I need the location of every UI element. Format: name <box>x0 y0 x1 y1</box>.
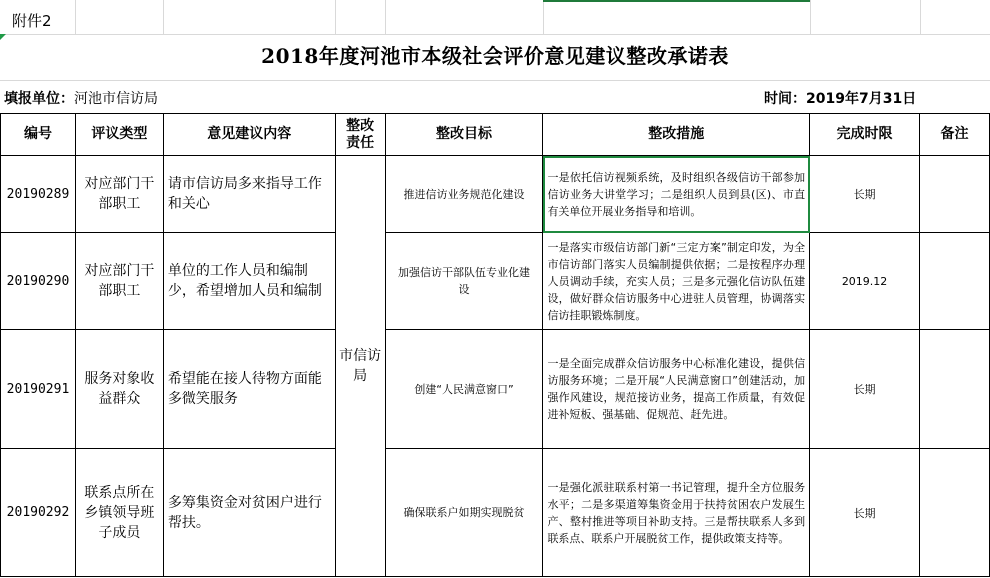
cell-measures[interactable]: 一是全面完成群众信访服务中心标准化建设，提供信访服务环境；二是开展“人民满意窗口”创建活动，加强作风建设，规范接访业务，提高工作质量，有效促进补短板、强基础、促规范、赶先进。 <box>543 330 810 449</box>
cell-type[interactable]: 服务对象收益群众 <box>75 330 163 449</box>
cell-content[interactable]: 单位的工作人员和编制少，希望增加人员和编制 <box>163 233 335 330</box>
cell-type[interactable]: 联系点所在乡镇领导班子成员 <box>75 449 163 577</box>
header-type[interactable]: 评议类型 <box>75 114 163 156</box>
cell-deadline[interactable]: 长期 <box>810 330 920 449</box>
cell-deadline[interactable]: 长期 <box>810 449 920 577</box>
cell-goal[interactable]: 创建“人民满意窗口” <box>385 330 543 449</box>
cell-responsible[interactable]: 市信访 局 <box>335 156 385 577</box>
cell-id[interactable]: 20190289 <box>1 156 76 233</box>
header-id[interactable]: 编号 <box>1 114 76 156</box>
cell-content[interactable]: 多筹集资金对贫困户进行帮扶。 <box>163 449 335 577</box>
header-responsible[interactable]: 整改 责任 <box>335 114 385 156</box>
reporting-unit[interactable] <box>4 88 158 108</box>
appendix-label[interactable]: 附件2 <box>12 12 52 30</box>
table-row <box>1 449 990 577</box>
cell-measures[interactable]: 一是强化派驻联系村第一书记管理，提升全方位服务水平；二是多渠道筹集资金用于扶持贫困农户发展生产、整村推进等项目补助支持。三是帮扶联系人多到联系点、联系户开展脱贫工作，提供政策支持等。 <box>543 449 810 577</box>
table-header-row <box>1 114 990 156</box>
header-goal[interactable]: 整改目标 <box>385 114 543 156</box>
cell-id[interactable]: 20190291 <box>1 330 76 449</box>
report-time-label: 时间： <box>764 91 806 107</box>
report-time-value: 2019年7月31日 <box>806 91 917 107</box>
reporting-unit-label: 填报单位： <box>4 91 74 107</box>
reporting-unit-value: 河池市信访局 <box>74 91 158 107</box>
cell-deadline[interactable]: 长期 <box>810 156 920 233</box>
header-deadline[interactable]: 完成时限 <box>810 114 920 156</box>
cell-type[interactable]: 对应部门干部职工 <box>75 233 163 330</box>
cell-id[interactable]: 20190290 <box>1 233 76 330</box>
cell-goal[interactable]: 确保联系户如期实现脱贫 <box>385 449 543 577</box>
cell-remark[interactable] <box>920 330 990 449</box>
cell-measures[interactable]: 一是落实市级信访部门新“三定方案”制定印发，为全市信访部门落实人员编制提供依据；二是按程序办理人员调动手续，充实人员；三是多元强化信访队伍建设，做好群众信访服务中心进驻人员管理，协调落实信访挂职锻炼制度。 <box>543 233 810 330</box>
rectification-table <box>0 113 990 577</box>
table-row <box>1 233 990 330</box>
cell-goal[interactable]: 推进信访业务规范化建设 <box>385 156 543 233</box>
table-row <box>1 156 990 233</box>
cell-remark[interactable] <box>920 233 990 330</box>
cell-type[interactable]: 对应部门干部职工 <box>75 156 163 233</box>
report-time[interactable] <box>764 88 916 108</box>
cell-measures-selected[interactable]: 一是依托信访视频系统，及时组织各级信访干部参加信访业务大讲堂学习；二是组织人员到县(区)、市直有关单位开展业务指导和培训。 <box>543 156 810 233</box>
cell-goal[interactable]: 加强信访干部队伍专业化建设 <box>385 233 543 330</box>
page-title[interactable]: 2018年度河池市本级社会评价意见建议整改承诺表 <box>261 44 729 68</box>
header-content[interactable]: 意见建议内容 <box>163 114 335 156</box>
header-measures[interactable]: 整改措施 <box>543 114 810 156</box>
cell-deadline[interactable]: 2019.12 <box>810 233 920 330</box>
cell-remark[interactable] <box>920 449 990 577</box>
cell-remark[interactable] <box>920 156 990 233</box>
cell-content[interactable]: 请市信访局多来指导工作和关心 <box>163 156 335 233</box>
header-remark[interactable]: 备注 <box>920 114 990 156</box>
table-row <box>1 330 990 449</box>
cell-id[interactable]: 20190292 <box>1 449 76 577</box>
cell-content[interactable]: 希望能在接人待物方面能多微笑服务 <box>163 330 335 449</box>
active-column-indicator <box>543 0 810 2</box>
